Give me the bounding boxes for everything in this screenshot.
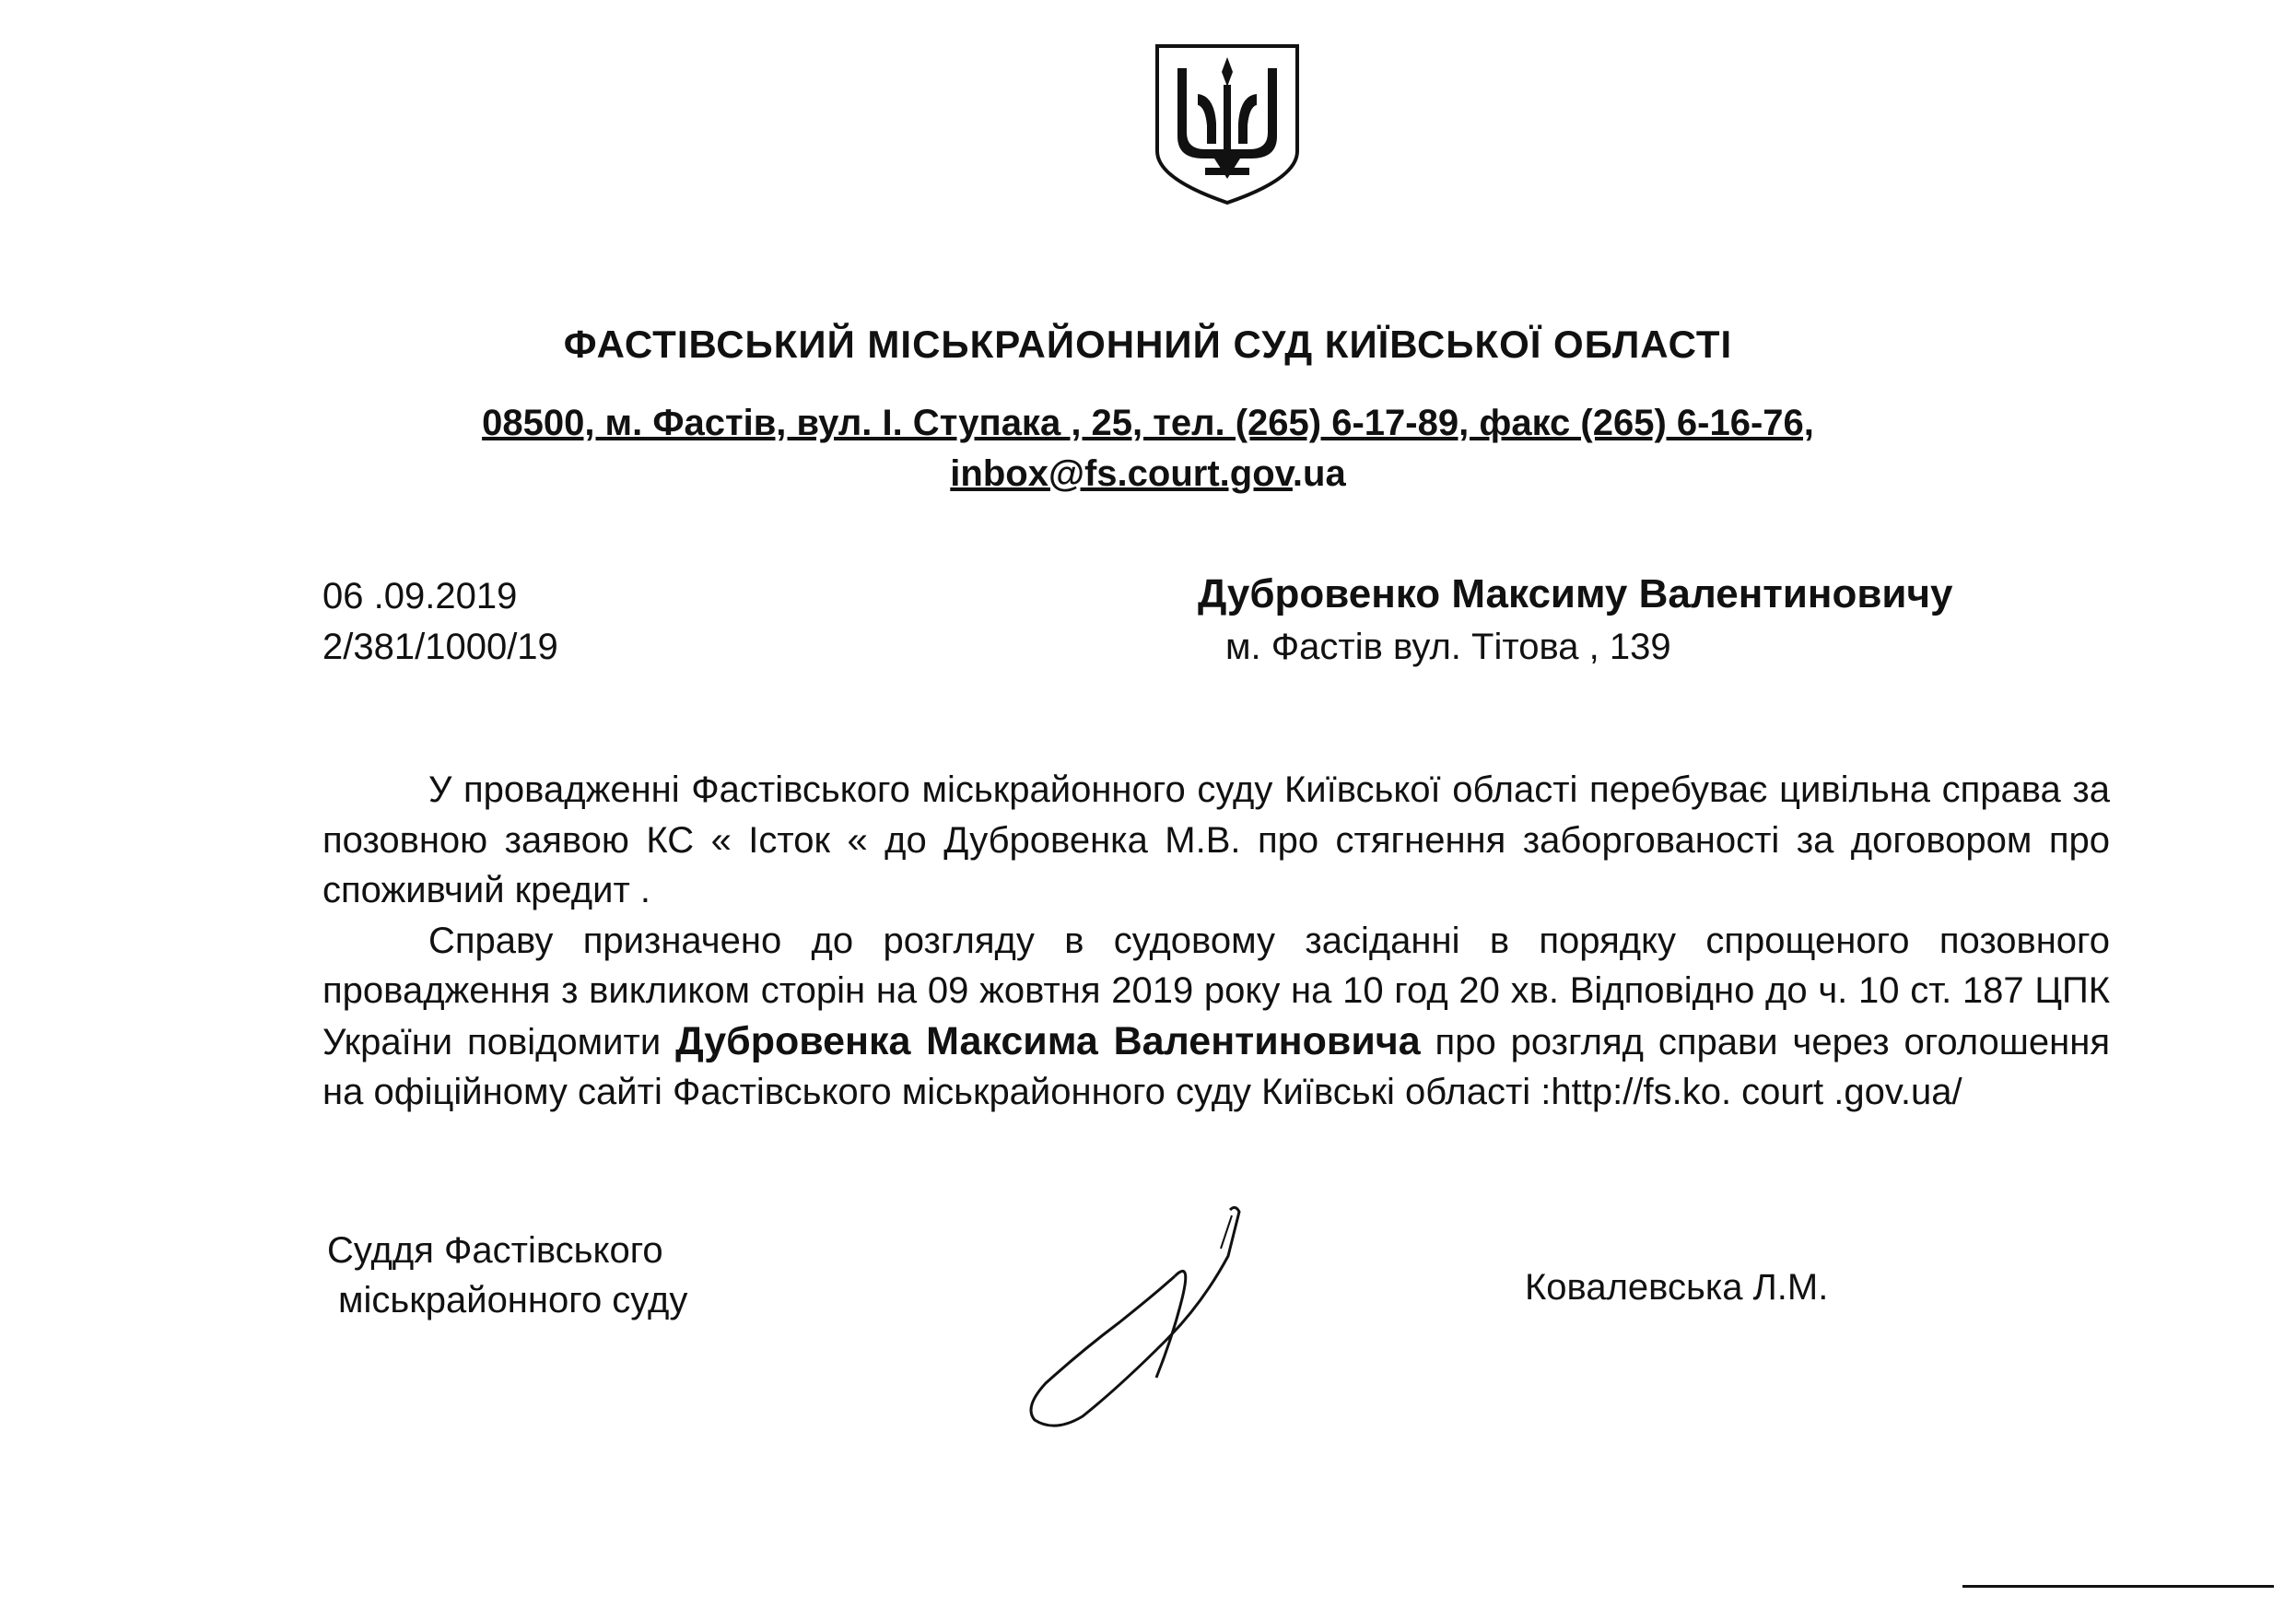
body-paragraph-2-tail: про розгляд справи через оголошення на офіційному сайті Фастівського міськрайонного суду Київські області :http://fs.ko. court .gov.ua/ (322, 1021, 2110, 1112)
letter-reference-number: 2/381/1000/19 (322, 627, 558, 667)
court-email (0, 453, 2296, 495)
letter-body (322, 765, 2110, 1118)
body-paragraph-2 (322, 916, 2110, 1118)
addressee-name: Дубровенко Максиму Валентиновичу (1198, 571, 1953, 616)
judge-title-line-1: Суддя Фастівського (327, 1230, 663, 1271)
judge-title (327, 1226, 687, 1325)
court-address: 08500, м. Фастів, вул. І. Ступака , 25, тел. (265) 6-17-89, факс (265) 6-16-76, (482, 403, 1814, 443)
court-email-address: inbox@fs.court.gov (950, 453, 1293, 494)
trident-coat-of-arms-icon (1150, 41, 1305, 206)
body-paragraph-1: У провадженні Фастівського міськрайонного суду Київської області перебуває цивільна справа за позовною заявою КС « Істок « до Дубровенка М.В. про стягнення заборгованості за договором про споживчий кредит . (322, 769, 2110, 910)
judge-title-line-2: міськрайонного суду (338, 1280, 688, 1320)
addressee-address: м. Фастів вул. Тітова , 139 (1225, 627, 1671, 667)
handwritten-signature (1018, 1203, 1258, 1433)
footer-divider (1962, 1585, 2274, 1588)
letter-date: 06 .09.2019 (322, 576, 518, 616)
judge-name: Ковалевська Л.М. (1525, 1267, 1829, 1308)
defendant-name: Дубровенка Максима Валентиновича (675, 1018, 1421, 1063)
court-email-suffix: .ua (1292, 453, 1346, 494)
court-name-heading: ФАСТІВСЬКИЙ МІСЬКРАЙОННИЙ СУД КИЇВСЬКОЇ ОБЛАСТІ (563, 323, 1733, 366)
body-paragraph-2-text: Справу призначено до розгляду в судовому засіданні в порядку спрощеного позовного провадження з викликом сторін на 09 жовтня 2019 року на 10 год 20 хв. Відповідно до ч. 10 ст. 187 ЦПК України повідомити (322, 920, 2110, 1062)
